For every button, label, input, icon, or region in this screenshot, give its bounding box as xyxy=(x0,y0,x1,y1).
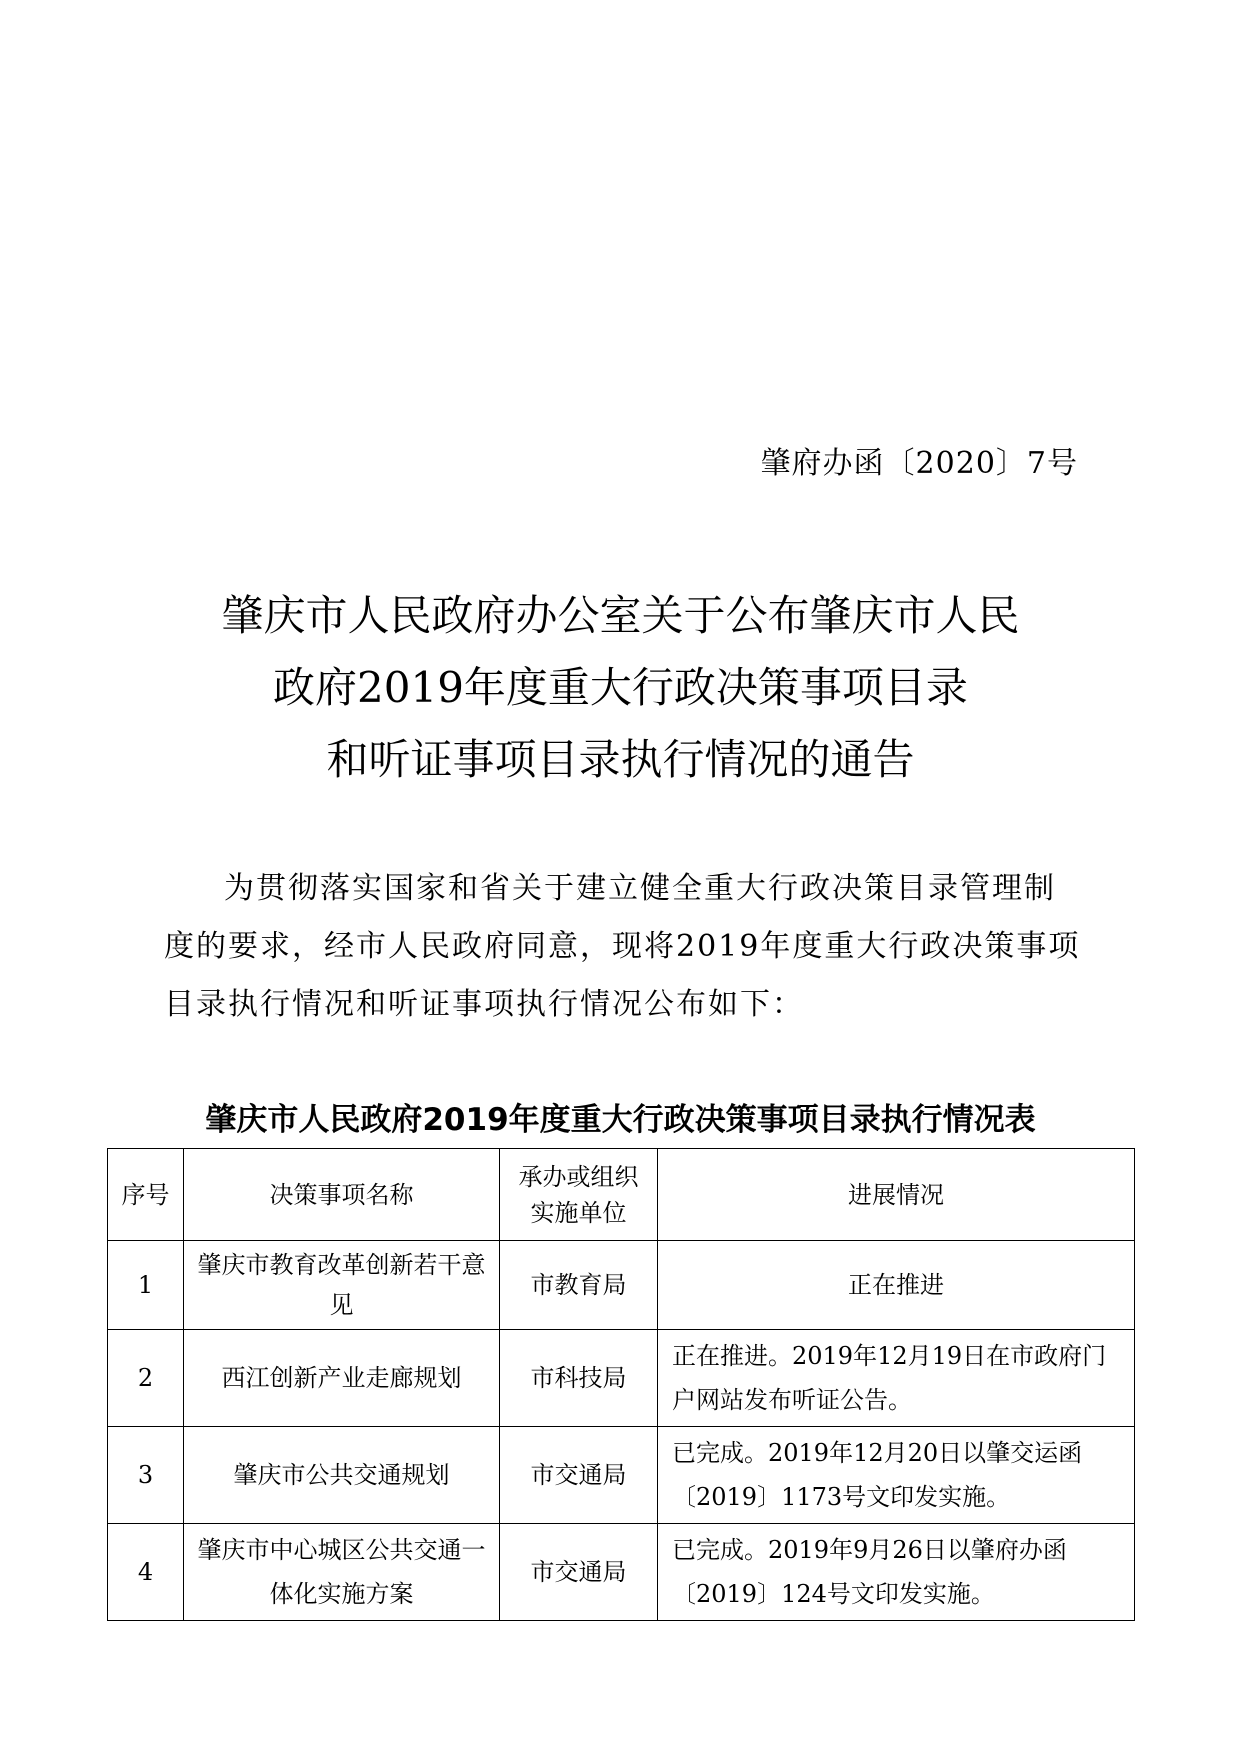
header-no: 序号 xyxy=(108,1149,184,1241)
cell-unit: 市科技局 xyxy=(500,1330,658,1427)
header-progress: 进展情况 xyxy=(658,1149,1135,1241)
cell-unit: 市交通局 xyxy=(500,1524,658,1621)
table-row xyxy=(108,1241,1135,1330)
cell-name: 西江创新产业走廊规划 xyxy=(184,1330,500,1427)
cell-unit: 市交通局 xyxy=(500,1427,658,1524)
header-name: 决策事项名称 xyxy=(184,1149,500,1241)
cell-name: 肇庆市中心城区公共交通一体化实施方案 xyxy=(184,1524,500,1621)
table-title: 肇庆市人民政府2019年度重大行政决策事项目录执行情况表 xyxy=(205,1102,1036,1138)
cell-progress: 正在推进。2019年12月19日在市政府门户网站发布听证公告。 xyxy=(658,1330,1135,1427)
table-header-row xyxy=(108,1149,1135,1241)
body-text: 为贯彻落实国家和省关于建立健全重大行政决策目录管理制度的要求，经市人民政府同意，现将2019年度重大行政决策事项目录执行情况和听证事项执行情况公布如下： xyxy=(164,871,1081,1022)
header-unit: 承办或组织实施单位 xyxy=(500,1149,658,1241)
title-line-3: 和听证事项目录执行情况的通告 xyxy=(326,735,915,784)
cell-no: 4 xyxy=(108,1524,184,1621)
cell-progress: 已完成。2019年12月20日以肇交运函〔2019〕1173号文印发实施。 xyxy=(658,1427,1135,1524)
title-line-2: 政府2019年度重大行政决策事项目录 xyxy=(273,663,968,712)
table-row xyxy=(108,1427,1135,1524)
cell-progress: 正在推进 xyxy=(658,1241,1135,1330)
document-title xyxy=(120,580,1121,796)
cell-no: 3 xyxy=(108,1427,184,1524)
cell-unit: 市教育局 xyxy=(500,1241,658,1330)
title-line-1: 肇庆市人民政府办公室关于公布肇庆市人民 xyxy=(221,591,1020,640)
cell-no: 1 xyxy=(108,1241,184,1330)
cell-name: 肇庆市公共交通规划 xyxy=(184,1427,500,1524)
body-paragraph xyxy=(164,860,1084,1034)
cell-no: 2 xyxy=(108,1330,184,1427)
decision-table xyxy=(107,1148,1135,1621)
document-number: 肇府办函〔2020〕7号 xyxy=(760,446,1078,481)
table-row xyxy=(108,1330,1135,1427)
cell-progress: 已完成。2019年9月26日以肇府办函〔2019〕124号文印发实施。 xyxy=(658,1524,1135,1621)
cell-name: 肇庆市教育改革创新若干意见 xyxy=(184,1241,500,1330)
table-row xyxy=(108,1524,1135,1621)
